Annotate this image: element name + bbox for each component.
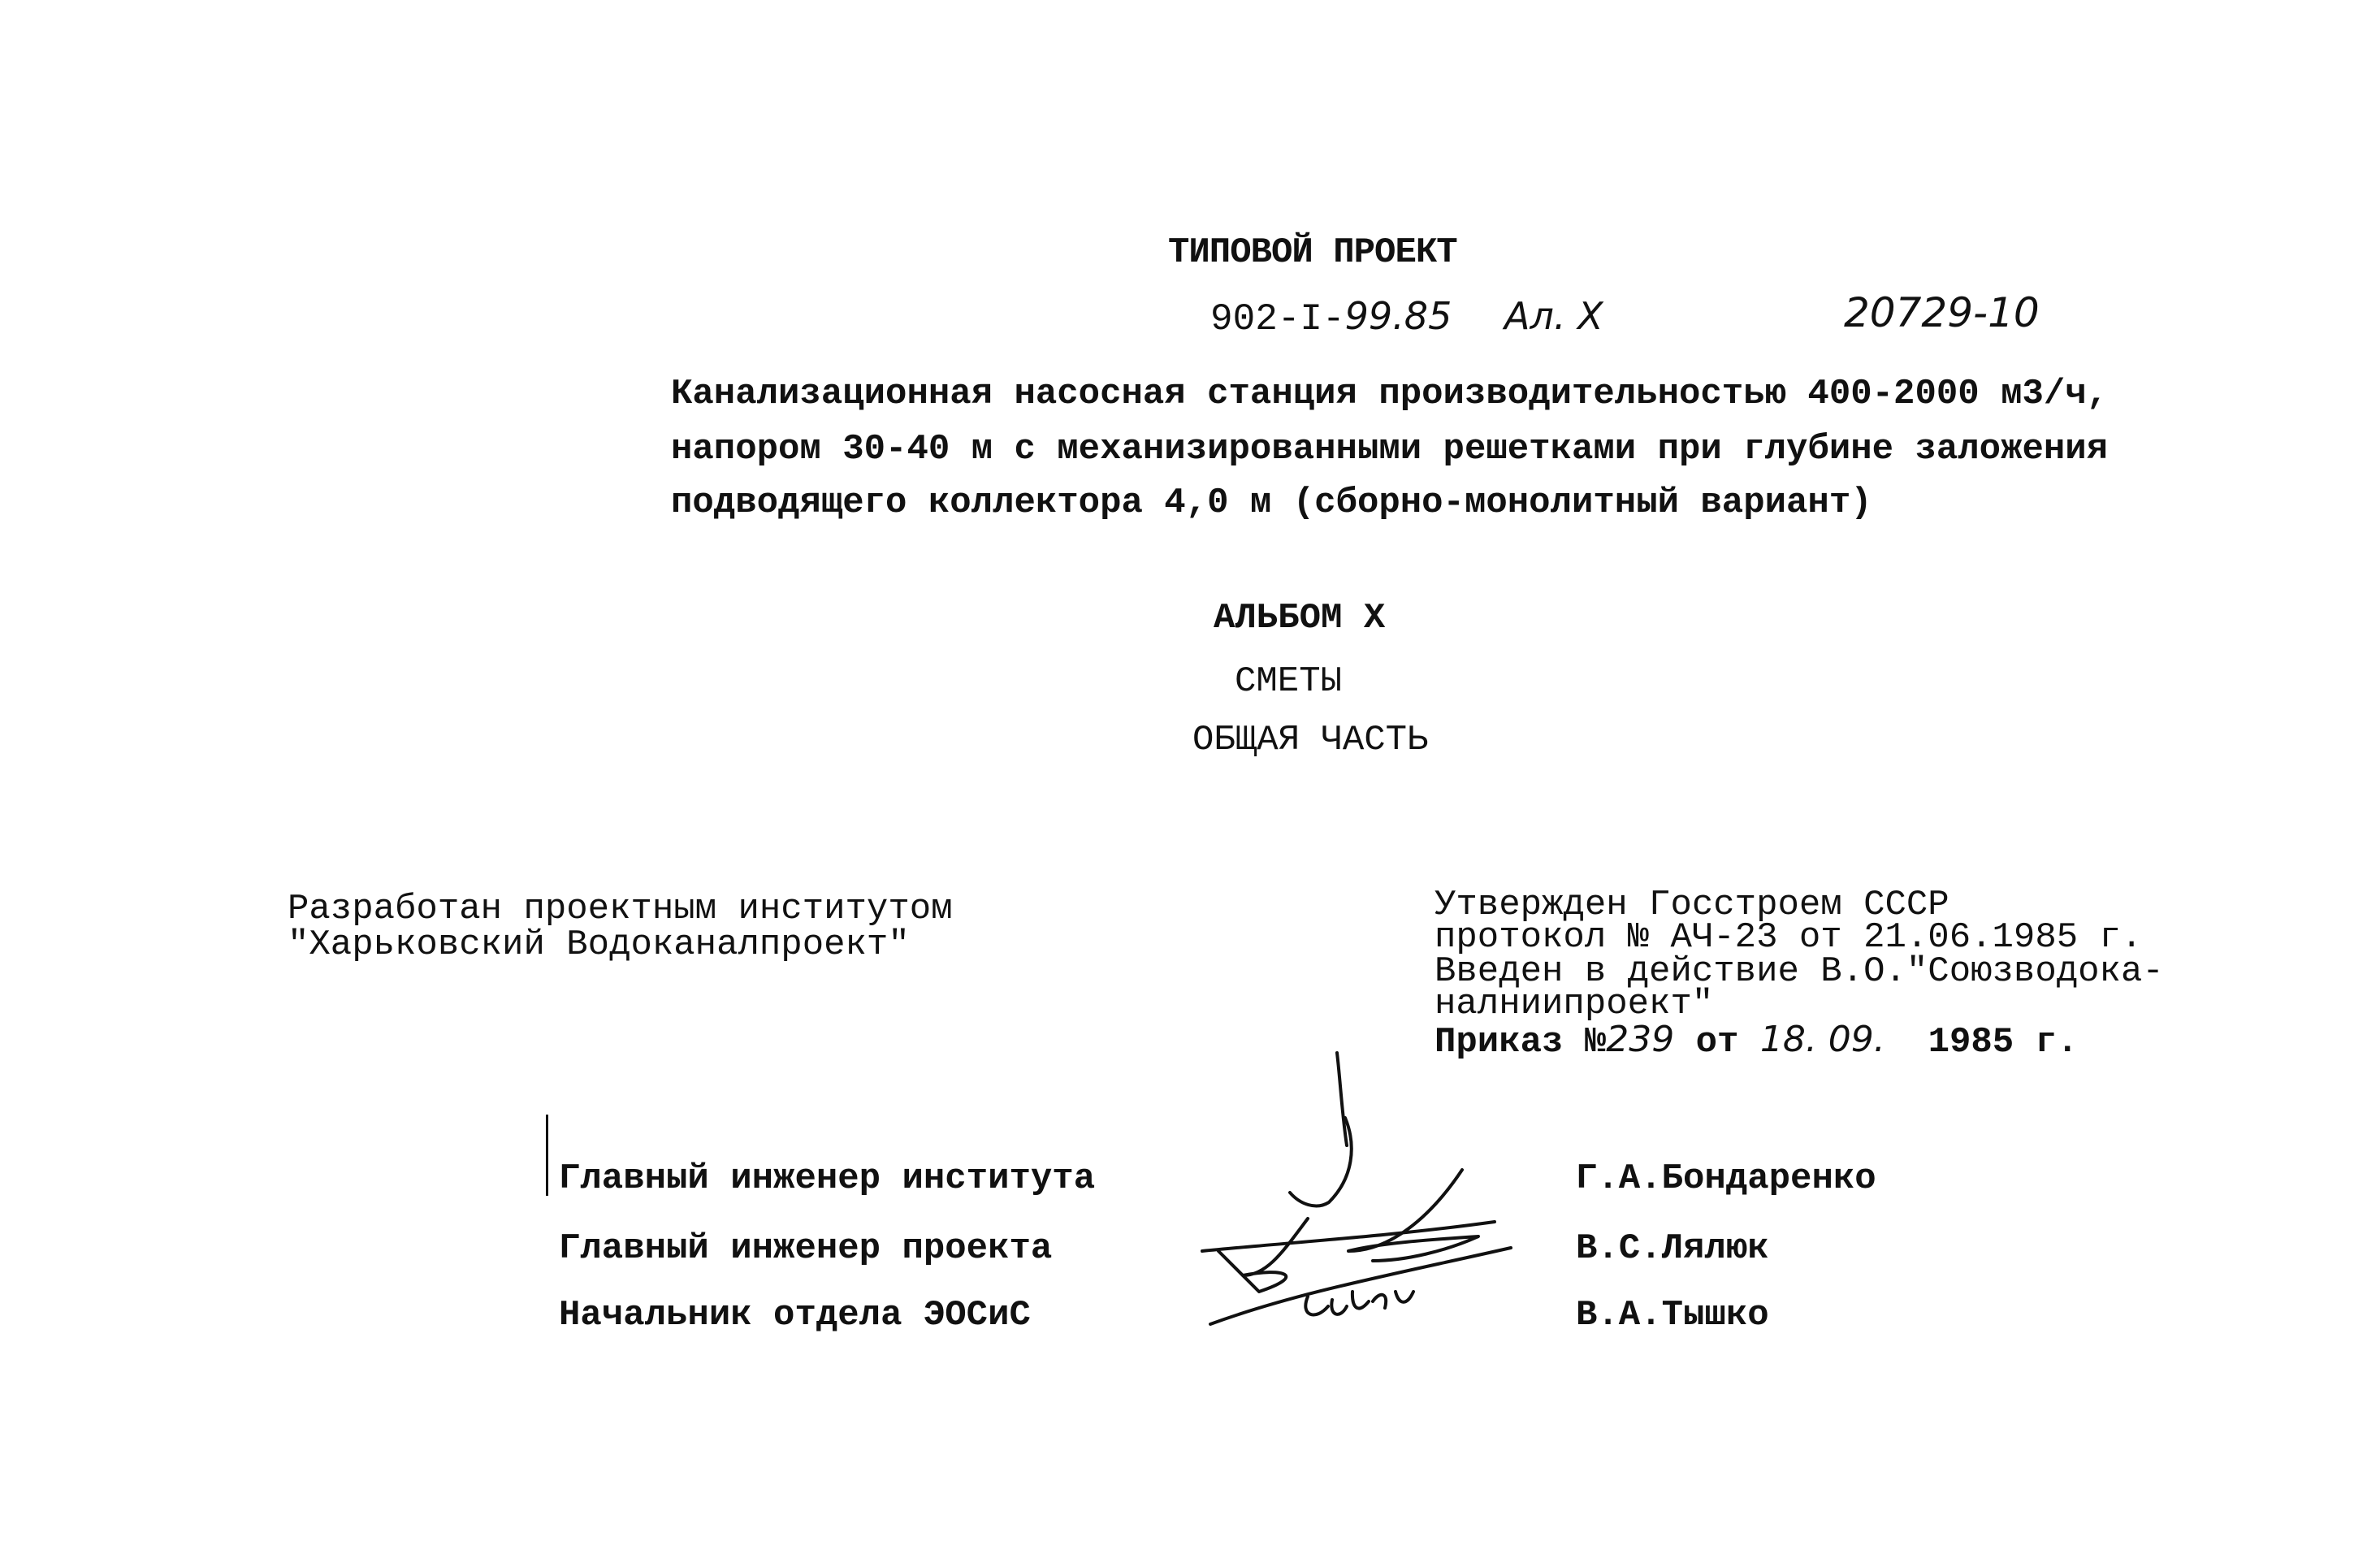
order-date: 18. 09.	[1759, 1019, 1885, 1060]
description-line-2: напором 30-40 м с механизированными решетками при глубине заложения	[671, 429, 2109, 470]
approval-line-2: протокол № АЧ-23 от 21.06.1985 г.	[1434, 917, 2143, 958]
signature-stroke-3	[1348, 1170, 1478, 1261]
album-subtitle: СМЕТЫ	[1235, 661, 1343, 702]
role-department-head: Начальник отдела ЭОСиС	[559, 1295, 1031, 1336]
approval-line-1: Утвержден Госстроем СССР	[1434, 885, 1949, 925]
document-title: ТИПОВОЙ ПРОЕКТ	[1168, 232, 1457, 273]
album-part: ОБЩАЯ ЧАСТЬ	[1192, 720, 1429, 760]
role-chief-engineer-institute: Главный инженер института	[559, 1158, 1096, 1199]
approval-line-4: налниипроект"	[1434, 984, 1714, 1024]
name-lyalyuk: В.С.Лялюк	[1576, 1228, 1769, 1269]
signature-stroke-2	[1290, 1118, 1352, 1206]
developer-line-2: "Харьковский Водоканалпроект"	[288, 924, 910, 965]
signature-stroke-4	[1218, 1219, 1308, 1292]
signature-stroke-7	[1305, 1292, 1413, 1314]
album-title: АЛЬБОМ X	[1214, 598, 1386, 639]
margin-mark	[546, 1115, 548, 1196]
handwritten-signatures	[1186, 1048, 1543, 1340]
approval-line-3: Введен в действие В.О."Союзводока-	[1434, 951, 2164, 992]
description-line-3: подводящего коллектора 4,0 м (сборно-монолитный вариант)	[671, 483, 1872, 523]
order-from: от	[1695, 1022, 1739, 1063]
name-bondarenko: Г.А.Бондаренко	[1576, 1158, 1876, 1199]
order-number: 239	[1606, 1019, 1675, 1060]
role-chief-engineer-project: Главный инженер проекта	[559, 1228, 1053, 1269]
registration-number: 20729-10	[1844, 289, 2040, 336]
project-code-handwritten: 99.85	[1344, 294, 1452, 338]
description-line-1: Канализационная насосная станция производительностью 400-2000 м3/ч,	[671, 374, 2109, 414]
album-reference: Ал. X	[1504, 294, 1603, 338]
signature-stroke-1	[1337, 1053, 1347, 1145]
project-code-prefix: 902-I-	[1210, 298, 1345, 340]
order-year: 1985 г.	[1928, 1022, 2079, 1063]
name-tyshko: В.А.Тышко	[1576, 1295, 1769, 1336]
developer-line-1: Разработан проектным институтом	[288, 889, 953, 929]
order-prefix: Приказ №	[1434, 1022, 1607, 1063]
project-code	[1210, 294, 1452, 340]
